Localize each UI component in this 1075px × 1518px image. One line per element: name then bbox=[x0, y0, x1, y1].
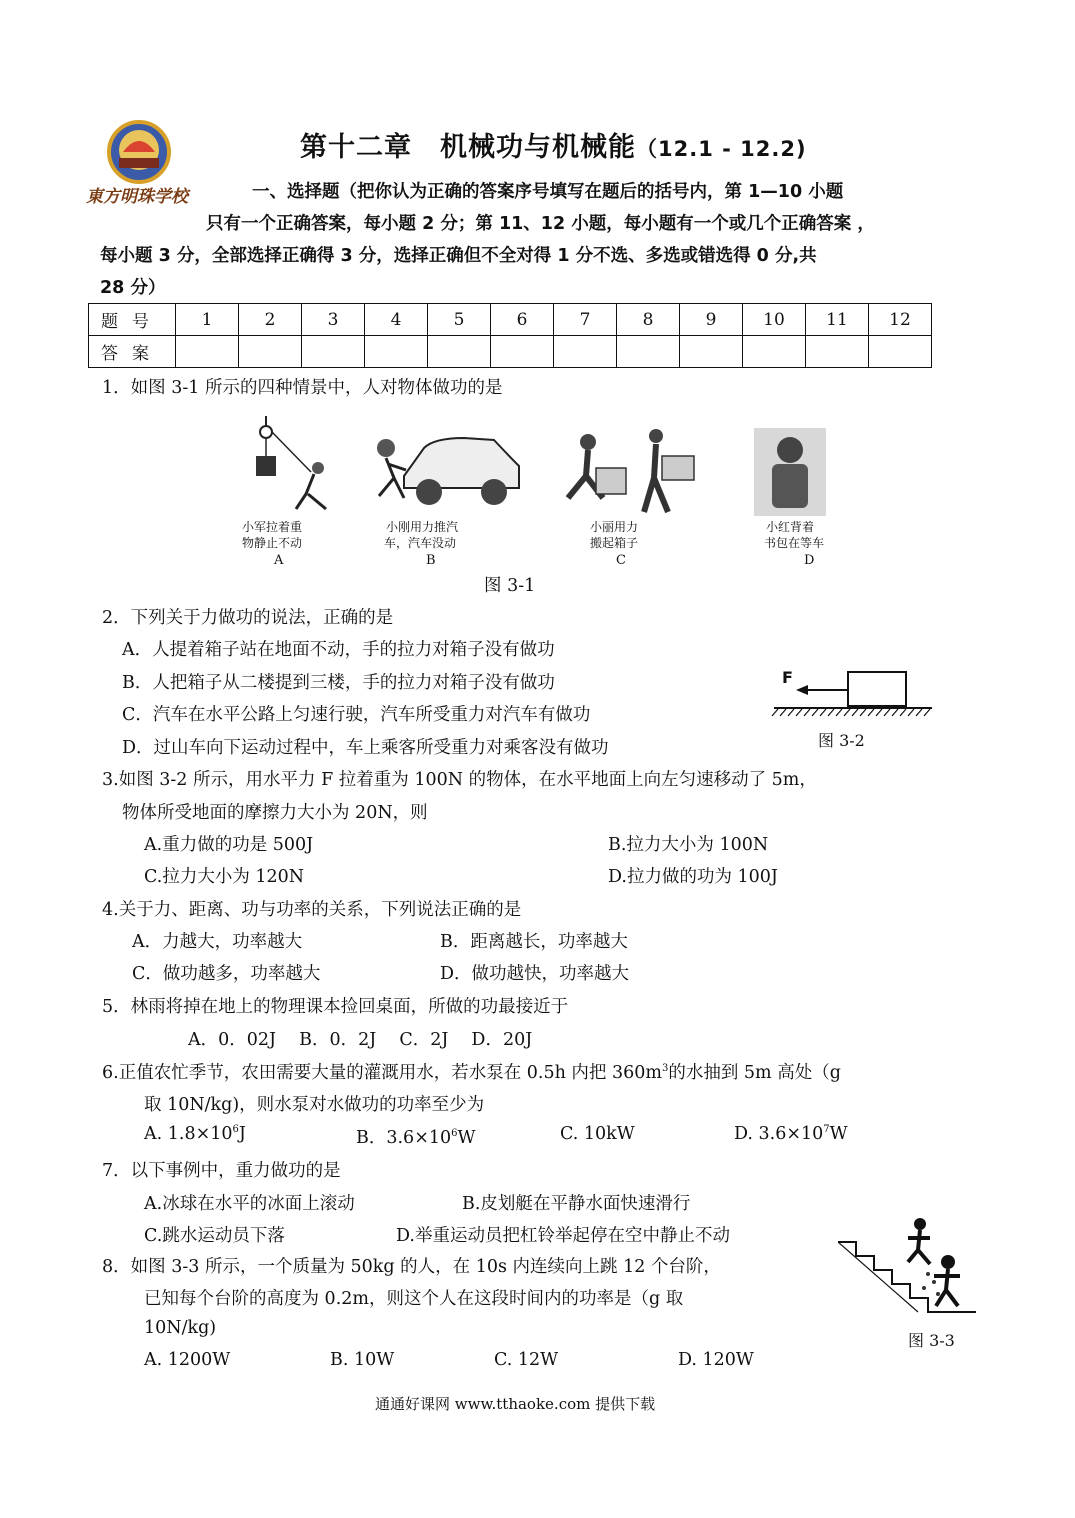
answer-table-number-row bbox=[89, 304, 932, 336]
q6-d-base: D. 3.6×10 bbox=[734, 1124, 824, 1144]
question-7-option-a: A.冰球在水平的冰面上滚动 bbox=[144, 1194, 355, 1214]
answer-cell[interactable] bbox=[869, 336, 932, 368]
panel-d-illustration bbox=[754, 428, 826, 516]
school-logo bbox=[97, 118, 181, 188]
panel-a-illustration bbox=[236, 414, 346, 514]
panel-b-label-1: 小刚用力推汽 bbox=[386, 520, 459, 534]
table-header-answer: 答案 bbox=[89, 336, 176, 368]
table-header-number: 题号 bbox=[89, 304, 176, 336]
figure-3-1 bbox=[236, 414, 866, 574]
figure-3-2-force-label: F bbox=[782, 668, 793, 687]
figure-3-2-diagram bbox=[770, 668, 936, 720]
panel-c-label-1: 小丽用力 bbox=[590, 520, 639, 534]
figure-3-3-caption: 图 3-3 bbox=[908, 1331, 955, 1350]
answer-cell[interactable] bbox=[239, 336, 302, 368]
question-7-option-c: C.跳水运动员下落 bbox=[144, 1226, 285, 1246]
question-2-option-c: C．汽车在水平公路上匀速行驶，汽车所受重力对汽车有做功 bbox=[122, 705, 591, 725]
question-1: 1．如图 3-1 所示的四种情景中，人对物体做功的是 bbox=[102, 378, 503, 398]
answer-cell[interactable] bbox=[428, 336, 491, 368]
question-3-option-b: B.拉力大小为 100N bbox=[608, 835, 769, 855]
table-number-cell: 3 bbox=[302, 304, 365, 336]
answer-cell[interactable] bbox=[680, 336, 743, 368]
panel-a-label-2: 物静止不动 bbox=[242, 536, 303, 550]
question-6-text-b: 的水抽到 5m 高处（g bbox=[668, 1063, 841, 1083]
table-number-cell: 5 bbox=[428, 304, 491, 336]
panel-c-label-2: 搬起箱子 bbox=[590, 536, 639, 550]
table-number-cell: 4 bbox=[365, 304, 428, 336]
panel-a-label-1: 小军拉着重 bbox=[242, 520, 303, 534]
panel-b-letter: B bbox=[426, 553, 436, 568]
table-number-cell: 12 bbox=[869, 304, 932, 336]
q6-b-sup: 6 bbox=[451, 1128, 458, 1140]
question-8-option-d: D. 120W bbox=[678, 1350, 754, 1370]
answer-cell[interactable] bbox=[365, 336, 428, 368]
question-5-options: A．0．02J B．0．2J C．2J D．20J bbox=[188, 1030, 533, 1050]
question-8-option-a: A. 1200W bbox=[144, 1350, 231, 1370]
instructions-line-3: 每小题 3 分，全部选择正确得 3 分，选择正确但不全对得 1 分不选、多选或错选得 0 分,共 bbox=[100, 246, 817, 266]
answer-cell[interactable] bbox=[491, 336, 554, 368]
answer-cell[interactable] bbox=[617, 336, 680, 368]
question-3-option-a: A.重力做的功是 500J bbox=[144, 835, 314, 855]
figure-3-1-caption: 图 3-1 bbox=[484, 576, 536, 596]
question-5: 5．林雨将掉在地上的物理课本捡回桌面，所做的功最接近于 bbox=[102, 997, 569, 1017]
question-6-option-b bbox=[356, 1124, 476, 1149]
q6-b-unit: W bbox=[457, 1128, 476, 1148]
answer-cell[interactable] bbox=[302, 336, 365, 368]
question-6-text-a: 6.正值农忙季节，农田需要大量的灌溉用水，若水泵在 0.5h 内把 360m bbox=[102, 1063, 662, 1083]
panel-d-letter: D bbox=[804, 553, 815, 568]
figure-3-2-caption: 图 3-2 bbox=[818, 731, 865, 750]
answer-cell[interactable] bbox=[176, 336, 239, 368]
question-4-option-c: C．做功越多，功率越大 bbox=[132, 964, 321, 984]
panel-b-label-2: 车，汽车没动 bbox=[384, 536, 457, 550]
question-6-sup: 3 bbox=[661, 1063, 669, 1075]
panel-b-illustration bbox=[364, 426, 524, 516]
title-main: 第十二章 机械功与机械能 bbox=[300, 132, 636, 163]
question-4-option-d: D．做功越快，功率越大 bbox=[440, 964, 630, 984]
question-4: 4.关于力、距离、功与功率的关系，下列说法正确的是 bbox=[102, 900, 522, 920]
question-8-line-1: 8．如图 3-3 所示，一个质量为 50kg 的人，在 10s 内连续向上跳 12 个台阶， bbox=[102, 1257, 721, 1277]
instructions-line-2: 只有一个正确答案，每小题 2 分；第 11、12 小题，每小题有一个或几个正确答案 ， bbox=[206, 214, 875, 234]
answer-cell[interactable] bbox=[554, 336, 617, 368]
table-number-cell: 10 bbox=[743, 304, 806, 336]
answer-cell[interactable] bbox=[806, 336, 869, 368]
panel-a-letter: A bbox=[274, 553, 284, 568]
question-2-option-b: B．人把箱子从二楼提到三楼，手的拉力对箱子没有做功 bbox=[122, 673, 555, 693]
figure-3-3-diagram bbox=[838, 1216, 978, 1316]
table-number-cell: 7 bbox=[554, 304, 617, 336]
table-number-cell: 2 bbox=[239, 304, 302, 336]
question-8-option-b: B. 10W bbox=[330, 1350, 395, 1370]
panel-c-letter: C bbox=[616, 553, 626, 568]
question-3-line-2: 物体所受地面的摩擦力大小为 20N，则 bbox=[122, 803, 428, 823]
title-range: （12.1 - 12.2) bbox=[636, 137, 807, 161]
answer-cell[interactable] bbox=[743, 336, 806, 368]
question-3-option-c: C.拉力大小为 120N bbox=[144, 867, 305, 887]
table-number-cell: 8 bbox=[617, 304, 680, 336]
panel-c-illustration bbox=[558, 428, 708, 516]
instructions-line-4: 28 分） bbox=[100, 278, 166, 298]
question-3-option-d: D.拉力做的功为 100J bbox=[608, 867, 778, 887]
answer-table-answer-row bbox=[89, 336, 932, 368]
question-2-option-d: D．过山车向下运动过程中，车上乘客所受重力对乘客没有做功 bbox=[122, 738, 609, 758]
question-7: 7．以下事例中，重力做功的是 bbox=[102, 1161, 341, 1181]
question-3-line-1: 3.如图 3-2 所示，用水平力 F 拉着重为 100N 的物体，在水平地面上向左匀速移动了 5m， bbox=[102, 770, 817, 790]
q6-d-unit: W bbox=[829, 1124, 848, 1144]
q6-a-sup: 6 bbox=[232, 1124, 239, 1136]
q6-b-base: B．3.6×10 bbox=[356, 1128, 452, 1148]
table-number-cell: 9 bbox=[680, 304, 743, 336]
question-2: 2．下列关于力做功的说法，正确的是 bbox=[102, 608, 394, 628]
instructions-line-1: 一、选择题（把你认为正确的答案序号填写在题后的括号内，第 1—10 小题 bbox=[252, 182, 844, 202]
question-2-option-a: A．人提着箱子站在地面不动，手的拉力对箱子没有做功 bbox=[122, 640, 555, 660]
footer-text: 通通好课网 www.tthaoke.com 提供下载 bbox=[375, 1395, 656, 1413]
question-6-option-d bbox=[734, 1124, 848, 1144]
answer-table bbox=[88, 303, 932, 368]
question-8-line-2: 已知每个台阶的高度为 0.2m，则这个人在这段时间内的功率是（g 取 bbox=[144, 1289, 684, 1309]
panel-d-label-1: 小红背着 bbox=[766, 520, 815, 534]
question-8-line-3: 10N/kg) bbox=[144, 1318, 217, 1338]
table-number-cell: 1 bbox=[176, 304, 239, 336]
question-6-line-1 bbox=[102, 1059, 841, 1084]
table-number-cell: 11 bbox=[806, 304, 869, 336]
question-6-line-2: 取 10N/kg)，则水泵对水做功的功率至少为 bbox=[144, 1095, 485, 1115]
school-name: 東方明珠学校 bbox=[86, 187, 188, 207]
question-7-option-d: D.举重运动员把杠铃举起停在空中静止不动 bbox=[396, 1226, 730, 1246]
question-6-option-a bbox=[144, 1124, 246, 1144]
q6-d-sup: 7 bbox=[823, 1124, 830, 1136]
q6-a-base: A. 1.8×10 bbox=[144, 1124, 233, 1144]
question-6-option-c: C. 10kW bbox=[560, 1124, 635, 1144]
page-title bbox=[300, 125, 807, 164]
q6-a-unit: J bbox=[238, 1124, 246, 1144]
question-7-option-b: B.皮划艇在平静水面快速滑行 bbox=[462, 1194, 691, 1214]
question-8-option-c: C. 12W bbox=[494, 1350, 559, 1370]
table-number-cell: 6 bbox=[491, 304, 554, 336]
question-4-option-a: A．力越大，功率越大 bbox=[132, 932, 303, 952]
question-4-option-b: B．距离越长，功率越大 bbox=[440, 932, 628, 952]
panel-d-label-2: 书包在等车 bbox=[764, 536, 825, 550]
